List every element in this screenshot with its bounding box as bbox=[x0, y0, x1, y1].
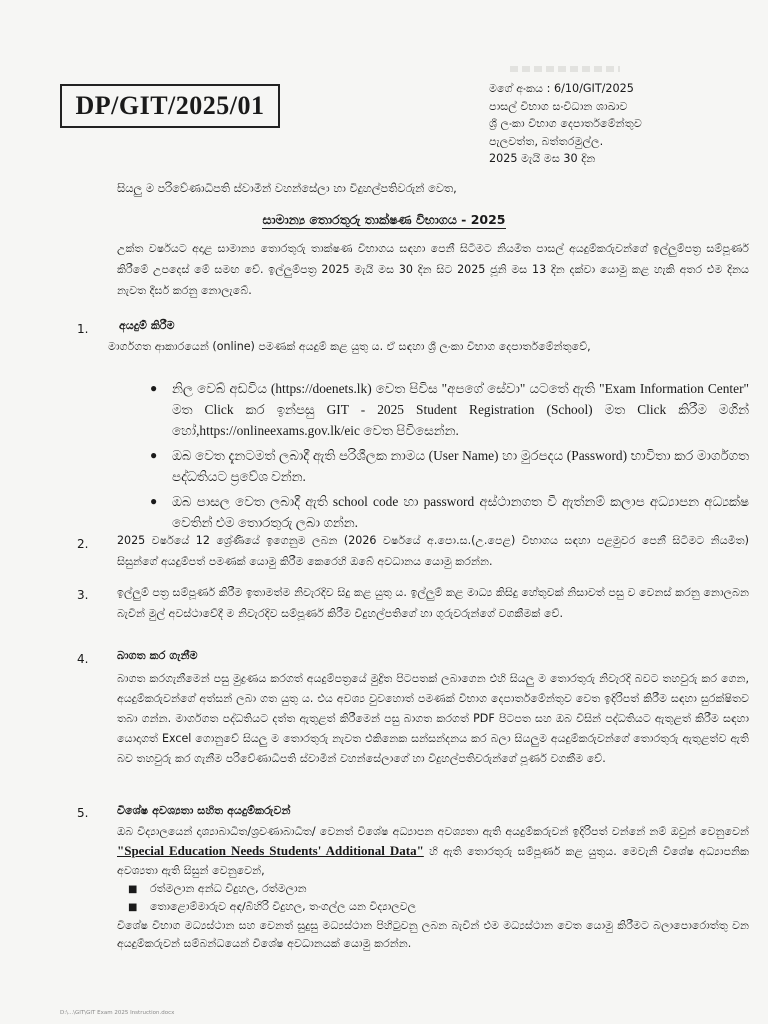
reference-date: 2025 මැයි මස 30 දින bbox=[489, 152, 596, 165]
section-2-number: 2. bbox=[77, 537, 89, 551]
section-3-text: ඉල්ලුම් පත්‍ර සම්පූර්ණ කිරීම ඉතාමත්ම නිවැරදිව සිදු කළ යුතු ය. ඉල්ලුම් කළ මාධ්‍ය කිසිදු හේතුවක් නිසාවත් පසු ව වෙනස් කරනු නොලබන බැවින් මුල් අවස්ථාවේදී ම නිවැරදිව සම්පූර්ණ කිරීම විදුහල්පතිගේ හා ගුරුවරුන්ගේ වගකීමක් වේ. bbox=[117, 586, 749, 620]
section-4-number: 4. bbox=[77, 652, 89, 666]
addressee-line: සියලු ම පරිවේණාධිපති ස්වාමීන් වහන්සේලා හා විදුහල්පතිවරුන් වෙත, bbox=[117, 181, 457, 195]
section-1-number: 1. bbox=[77, 322, 89, 336]
section-1-title: අයදුම් කිරීම bbox=[119, 319, 175, 332]
list-item: ■ රත්මලාන අන්ධ විදුහල, රත්මලාන bbox=[128, 882, 307, 895]
section-5-number: 5. bbox=[77, 806, 89, 820]
section-5-text: ඔබ විද්‍යාලයෙන් දෘශ්‍යාබාධිත/ශ්‍රවණාබාධිත/ වෙනත් විශේෂ අධ්‍යාපන අවශ්‍යතා ඇති අයදුම්කරුවන් ඉදිරිපත් වන්නේ නම් ඔවුන් වෙනුවෙන් "Special Education Needs Students' Additional Data" හි ඇති තොරතුරු සම්පූර්ණ කළ යුතුය. මෙවැනි විශේෂ අධ්‍යාපනික අවශ්‍යතා ඇති සිසුන් වෙනුවෙන්, bbox=[117, 825, 749, 877]
section-4-title: බාගත කර ගැනීම bbox=[117, 649, 198, 662]
intro-paragraph: උක්ත වර්ෂයට අදාළ සාමාන්‍ය තොරතුරු තාක්ෂණ විභාගය සඳහා පෙනී සිටීමට නියමිත පාසල් අයදුම්කරුවන්ගේ ඉල්ලුම්පත්‍ර සම්පූර්ණ කිරීමේ උපදෙස් මේ සමඟ වේ. ඉල්ලුම්පත්‍ර 2025 මැයි මස 30 දින සිට 2025 ජූනි මස 13 දින දක්වා යොමු කළ හැකි අතර එම දිනය නැවත දීර්ඝ කරනු නොලැබේ. bbox=[117, 242, 749, 297]
section-1-text: මාර්ගගත ආකාරයෙන් (online) පමණක් අයදුම් කළ යුතු ය. ඒ සඳහා ශ්‍රී ලංකා විභාග දෙපාර්තමේන්තුවේ, bbox=[108, 340, 591, 353]
reference-code-box: DP/GIT/2025/01 bbox=[60, 84, 280, 128]
reference-branch: පාසල් විභාග සංවිධාන ශාඛාව bbox=[489, 99, 628, 113]
reference-department: ශ්‍රී ලංකා විභාග දෙපාර්තමේන්තුව bbox=[489, 117, 642, 130]
list-item: ● ඔබ වෙත දැනටමත් ලබාදී ඇති පරිශීලක නාමය (User Name) හා මුරපදය (Password) භාවිතා කර මාර්ගගත පද්ධතියට ප්‍රවේශ වන්න. bbox=[150, 448, 749, 484]
section-5-bullets bbox=[128, 880, 740, 916]
document-heading bbox=[0, 212, 768, 228]
section-4-text: බාගත කරගැනීමෙන් පසු මුද්‍රණය කරගත් අයදුම්පත්‍රයේ මුද්‍රිත පිටපතක් ලබාගෙන එහි සියලු ම තොරතුරු නිවැරදි බවට තහවුරු කර ගෙන, අයදුම්කරුවන්ගේ අත්සන් ලබා ගත යුතු ය. එය අවශ්‍ය වුවහොත් පමණක් විභාග දෙපාර්තමේන්තුව වෙත ඉදිරිපත් කිරීම සඳහා සුරක්ෂිතව තබා ගන්න. මාර්ගගත පද්ධතියට දත්ත ඇතුළත් කිරීමෙන් පසු බාගත කරගත් PDF පිටපත සහ ඔබ විසින් පද්ධතියට ඇතුළත් කිරීම සඳහා යොදාගත් Excel ගොනුවේ සියලු ම තොරතුරු නැවත එකිනෙක සන්සන්දනය කර බලා සියලුම අයදුම්කරුවන්ගේ තොරතුරු ඇතුළත්ව ඇති බව තහවුරු කර ගැනීම පරිවේණාධිපති ස්වාමීන් වහන්සේලාගේ හා විදුහල්පතිවරුන්ගේ පූර්ණ වගකීම වේ. bbox=[117, 672, 749, 765]
reference-number: මගේ අංකය : 6/10/GIT/2025 bbox=[489, 82, 634, 95]
list-item: ● නිල වෙබ් අඩවිය (https://doenets.lk) වෙත පිවිස "අපගේ සේවා" යටතේ ඇති "Exam Information Center" මත Click කර ඉන්පසු GIT - 2025 Student Registration (School) මත Click කිරීම මගින් හෝ,https://onlineexams.gov.lk/eic වෙත පිවිසෙන්න. bbox=[150, 381, 749, 438]
section-5-title: විශේෂ අවශ්‍යතා සහිත අයදුම්කරුවන් bbox=[117, 804, 291, 817]
section-5-closing: විශේෂ විභාග මධ්‍යස්ථාන සහ වෙනත් සුදුසු මධ්‍යස්ථාන පිහිටුවනු ලබන බැවින් එම මධ්‍යස්ථාන වෙත යොමු කිරීමට බලාපොරොත්තු වන අයදුම්කරුවන් සම්බන්ධයෙන් විශේෂ අවධානයක් යොමු කරන්න. bbox=[117, 919, 749, 950]
file-path-footer: D:\...\GIT\GIT Exam 2025 Instruction.docx bbox=[60, 1010, 175, 1016]
list-item: ● ඔබ පාසල වෙත ලබාදී ඇති school code හා password අස්ථානගත වී ඇත්නම් කලාප අධ්‍යාපන අධ්‍යක්ෂ වෙතින් එම තොරතුරු ලබා ගන්න. bbox=[150, 494, 749, 530]
section-2-text: 2025 වර්ෂයේ 12 ශ්‍රේණියේ ඉගෙනුම ලබන (2026 වර්ෂයේ අ.පො.ස.(උ.පෙළ) විභාගය සඳහා පළමුවර පෙනී සිටීමට නියමිත) සිසුන්ගේ අයදුම්පත් පමණක් යොමු කිරීම කෙරෙහි ඔබේ අවධානය යොමු කරන්න. bbox=[117, 534, 749, 568]
heading-text: සාමාන්‍ය තොරතුරු තාක්ෂණ විභාගය - 2025 bbox=[262, 212, 506, 227]
reference-address: පැලවත්ත, බත්තරමුල්ල. bbox=[489, 134, 604, 148]
section-1-bullets bbox=[150, 378, 749, 533]
list-item: ■ තොළොම්මාරුව අඳ/බිහිරි විදුහල, තංගල්ල යන විද්‍යාලවල bbox=[128, 900, 416, 913]
section-3-number: 3. bbox=[77, 588, 89, 602]
reference-block bbox=[489, 80, 749, 168]
faint-stamp-mark bbox=[510, 66, 620, 72]
special-education-form-name: "Special Education Needs Students' Additional Data" bbox=[117, 843, 424, 858]
